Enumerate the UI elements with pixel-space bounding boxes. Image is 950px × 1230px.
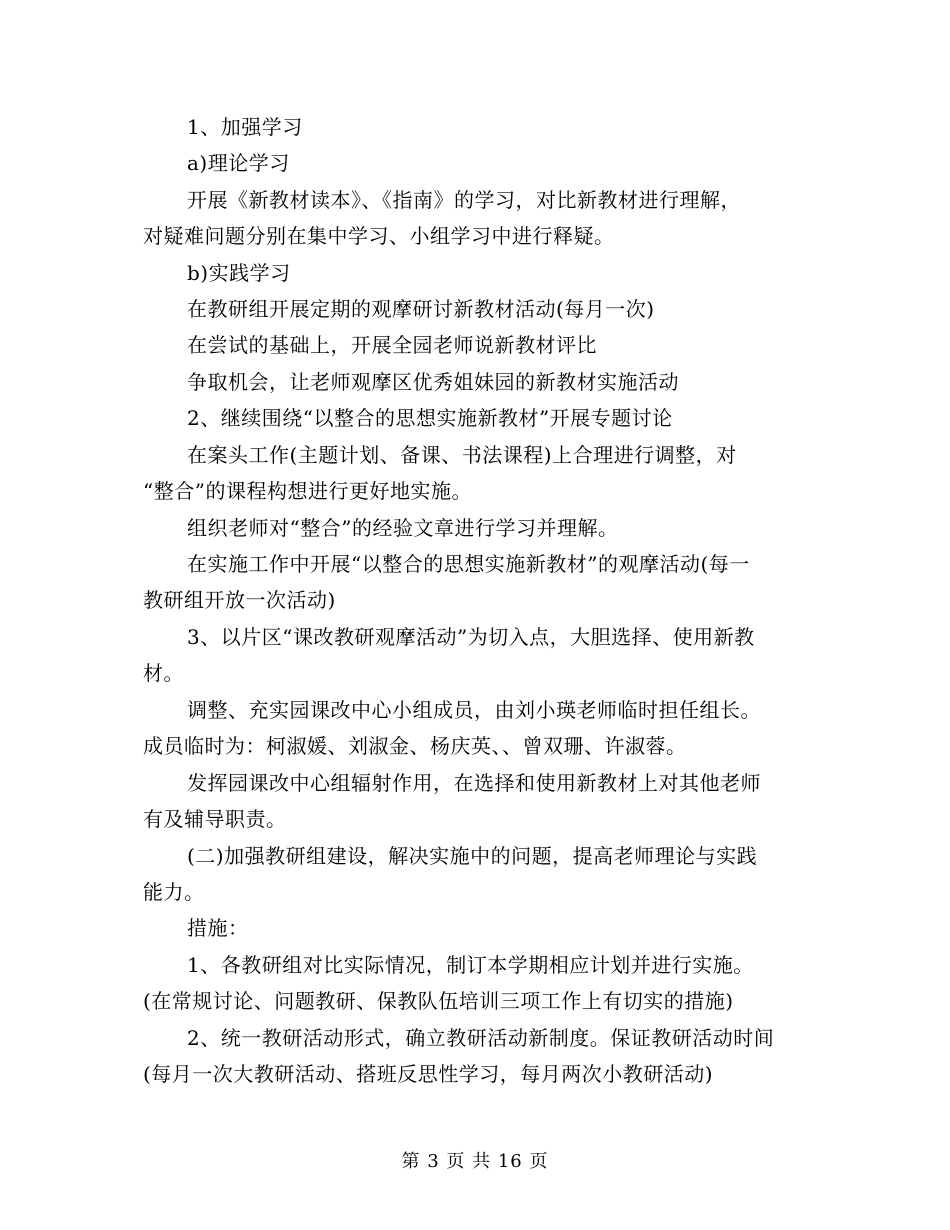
paragraph-line: “整合”的课程构想进行更好地实施。 (143, 479, 472, 503)
paragraph-line: 措施： (187, 916, 249, 940)
paragraph-line: 在教研组开展定期的观摩研讨新教材活动(每月一次) (187, 297, 655, 321)
paragraph-line: 1、加强学习 (187, 115, 303, 139)
paragraph-line: 能力。 (143, 880, 205, 904)
paragraph-line: 争取机会，让老师观摩区优秀姐妹园的新教材实施活动 (187, 370, 679, 394)
paragraph-line: 组织老师对“整合”的经验文章进行学习并理解。 (187, 516, 619, 540)
paragraph-line: 在案头工作(主题计划、备课、书法课程)上合理进行调整，对 (187, 443, 737, 467)
paragraph-line: 教研组开放一次活动) (143, 588, 336, 612)
paragraph-line: 成员临时为：柯淑媛、刘淑金、杨庆英、、曾双珊、许淑蓉。 (143, 734, 687, 758)
paragraph-line: 在尝试的基础上，开展全园老师说新教材评比 (187, 333, 597, 357)
paragraph-line: 开展《新教材读本》、《指南》的学习，对比新教材进行理解， (187, 188, 741, 212)
paragraph-line: (每月一次大教研活动、搭班反思性学习，每月两次小教研活动) (143, 1062, 714, 1086)
paragraph-line: 3、以片区“课改教研观摩活动”为切入点，大胆选择、使用新教 (187, 625, 755, 649)
page-number: 第 3 页 共 16 页 (401, 1151, 549, 1172)
paragraph-line: (在常规讨论、问题教研、保教队伍培训三项工作上有切实的措施) (143, 989, 734, 1013)
paragraph-line: 对疑难问题分别在集中学习、小组学习中进行释疑。 (143, 224, 615, 248)
paragraph-line: 在实施工作中开展“以整合的思想实施新教材”的观摩活动(每一 (187, 552, 750, 576)
paragraph-line: 2、统一教研活动形式，确立教研活动新制度。保证教研活动时间 (187, 1026, 775, 1050)
paragraph-line: 调整、充实园课改中心小组成员，由刘小瑛老师临时担任组长。 (187, 698, 761, 722)
paragraph-line: 有及辅导职责。 (143, 807, 287, 831)
paragraph-line: 1、各教研组对比实际情况，制订本学期相应计划并进行实施。 (187, 953, 754, 977)
paragraph-line: 材。 (143, 661, 184, 685)
paragraph-line: (二)加强教研组建设，解决实施中的问题，提高老师理论与实践 (187, 844, 758, 868)
paragraph-line: a)理论学习 (187, 151, 290, 175)
paragraph-line: b)实践学习 (187, 261, 291, 285)
paragraph-line: 发挥园课改中心组辐射作用，在选择和使用新教材上对其他老师 (187, 771, 761, 795)
paragraph-line: 2、继续围绕“以整合的思想实施新教材”开展专题讨论 (187, 406, 673, 430)
